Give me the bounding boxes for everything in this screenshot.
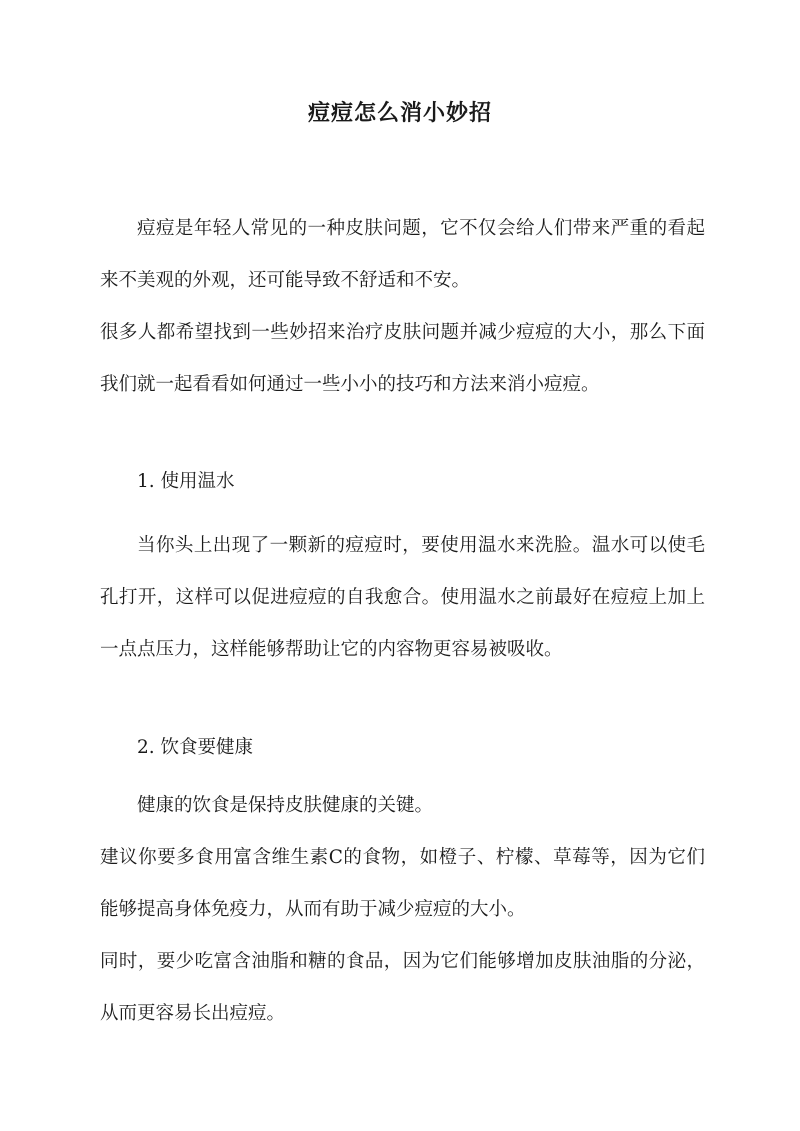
section-2-paragraph-1 [100,780,705,832]
paragraph-line: 建议你要多食用富含维生素C的食物，如橙子、柠檬、草莓等，因为它们 [100,847,705,868]
section-heading-2: 2. 饮食要健康 [137,737,254,758]
paragraph-line: 来不美观的外观，还可能导致不舒适和不安。 [100,270,471,291]
paragraph-line: 很多人都希望找到一些妙招来治疗皮肤问题并减少痘痘的大小，那么下面 [100,322,705,343]
paragraph-line: 从而更容易长出痘痘。 [100,1003,286,1024]
paragraph-line: 同时，要少吃富含油脂和糖的食品，因为它们能够增加皮肤油脂的分泌， [100,951,705,972]
intro-paragraph-1 [100,203,705,307]
document-title: 痘痘怎么消小妙招 [307,100,492,126]
section-2-paragraph-3 [100,936,705,1040]
paragraph-line: 我们就一起看看如何通过一些小小的技巧和方法来消小痘痘。 [100,374,600,395]
paragraph-line: 当你头上出现了一颗新的痘痘时，要使用温水来洗脸。温水可以使毛 [137,535,705,556]
intro-paragraph-2 [100,307,705,411]
paragraph-line: 孔打开，这样可以促进痘痘的自我愈合。使用温水之前最好在痘痘上加上 [100,587,705,608]
section-heading-1: 1. 使用温水 [137,471,235,492]
paragraph-line: 一点点压力，这样能够帮助让它的内容物更容易被吸收。 [100,639,563,660]
paragraph-line: 痘痘是年轻人常见的一种皮肤问题，它不仅会给人们带来严重的看起 [137,218,705,239]
section-2-paragraph-2 [100,832,705,936]
section-1-paragraph [100,520,705,676]
paragraph-line: 健康的饮食是保持皮肤健康的关键。 [137,795,434,816]
paragraph-line: 能够提高身体免疫力，从而有助于减少痘痘的大小。 [100,899,526,920]
